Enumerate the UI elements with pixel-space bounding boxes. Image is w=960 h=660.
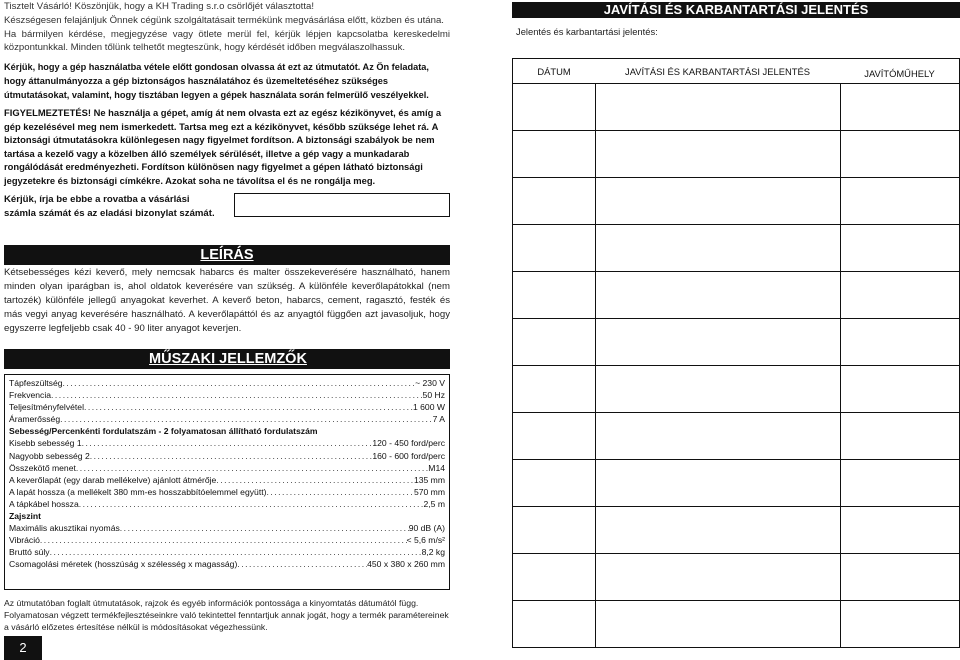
specs-title: MŰSZAKI JELLEMZŐK xyxy=(140,349,316,369)
log-row-line xyxy=(513,224,959,225)
spec-value: 570 mm xyxy=(413,486,445,497)
spec-row xyxy=(9,522,445,534)
description-section xyxy=(4,266,450,336)
column-report: JAVÍTÁSI ÉS KARBANTARTÁSI JELENTÉS xyxy=(625,66,810,77)
spec-leader-dots xyxy=(50,546,422,558)
spec-row xyxy=(9,450,445,462)
description-text: Kétsebességes kézi keverő, mely nemcsak habarcs és malter összekeverésére használható, hanem minden olyan iparágban is, ahol oldatok keverésére van szükség. A különféle keverőlapátokkal (nem tartozék) különféle jellegű anyagokat keverhet. A keverő beton, habarcs, cement, ragasztó, festék és más vegyi anyag keverésére használható. A keverőlapáttól és az anyagtól függően azt javasoljuk, hogy egyszerre legfeljebb csak 40 - 90 liter anyagot keverjen. xyxy=(4,267,450,334)
spec-value: 1 600 W xyxy=(412,402,445,413)
spec-row xyxy=(9,558,445,570)
spec-leader-dots xyxy=(266,486,413,498)
log-row-line xyxy=(513,412,959,413)
spec-label: Teljesítményfelvétel xyxy=(9,402,84,413)
log-row-line xyxy=(513,318,959,319)
spec-value: 2,5 m xyxy=(423,498,445,509)
spec-label: A keverőlapát (egy darab mellékelve) ajánlott átmérője xyxy=(9,474,217,485)
spec-label: Zajszint xyxy=(9,511,41,522)
spec-row xyxy=(9,546,445,558)
spec-row xyxy=(9,389,445,401)
spec-row xyxy=(9,462,445,474)
spec-value: 450 x 380 x 260 mm xyxy=(367,559,445,570)
spec-leader-dots xyxy=(79,498,424,510)
column-workshop: JAVÍTÓMŰHELY xyxy=(864,68,935,79)
purchase-box-label: Kérjük, írja be ebbe a rovatba a vásárlási számla számát és az eladási bizonylat számát. xyxy=(4,194,215,219)
spec-value: < 5,6 m/s² xyxy=(406,535,445,546)
purchase-number-box[interactable] xyxy=(234,193,450,217)
spec-value: 8,2 kg xyxy=(421,547,445,558)
spec-row xyxy=(9,498,445,510)
warning-paragraph xyxy=(4,106,450,188)
spec-row xyxy=(9,413,445,425)
warning-text: Ne használja a gépet, amíg át nem olvasta ezt az egész kézikönyvet, és amíg a gép kezelésével meg nem ismerkedett. Tartsa meg ezt a kézikönyvet, később szüksége lehet rá. xyxy=(4,107,442,132)
log-row-line xyxy=(513,83,959,84)
spec-heading xyxy=(9,510,445,522)
warning-label: FIGYELMEZTETÉS! xyxy=(4,107,91,118)
spec-leader-dots xyxy=(120,522,409,534)
spec-value: 7 A xyxy=(432,414,445,425)
spec-row xyxy=(9,437,445,449)
warning-bold-text: A biztonsági útmutatásokra különlegesen nagy figyelmet fordítson. xyxy=(4,120,439,146)
page-number: 2 xyxy=(4,636,42,660)
spec-leader-dots xyxy=(60,413,432,425)
spec-label: Tápfeszültség xyxy=(9,378,63,388)
spec-leader-dots xyxy=(82,437,373,449)
spec-leader-dots xyxy=(40,534,407,546)
log-row-line xyxy=(513,459,959,460)
spec-label: Nagyobb sebesség 2 xyxy=(9,450,90,461)
spec-label: Kisebb sebesség 1 xyxy=(9,438,82,449)
description-header xyxy=(4,245,450,265)
spec-value: 90 dB (A) xyxy=(408,523,445,534)
spec-label: Bruttó súly xyxy=(9,547,50,558)
report-title: JAVÍTÁSI ÉS KARBANTARTÁSI JELENTÉS xyxy=(512,2,960,18)
intro-contact: Ha bármilyen kérdése, megjegyzése vagy ötlete merül fel, kérjük lépjen kapcsolatba kereskedelmi központunkkal. Minden tőlünk telhetőt megteszünk, hogy kérdését időben megválaszolhassuk. xyxy=(4,28,450,54)
specs-header xyxy=(4,349,450,369)
spec-leader-dots xyxy=(51,389,423,401)
spec-value: 135 mm xyxy=(413,474,445,485)
maintenance-log-table xyxy=(512,58,960,648)
spec-label: Áramerősség xyxy=(9,414,61,425)
log-row-line xyxy=(513,271,959,272)
spec-label: Vibráció xyxy=(9,535,40,546)
spec-label: Frekvencia xyxy=(9,390,52,401)
spec-row xyxy=(9,377,445,389)
spec-label: A lapát hossza (a mellékelt 380 mm-es hosszabbítóelemmel együtt) xyxy=(9,486,267,497)
report-subtitle: Jelentés és karbantartási jelentés: xyxy=(516,26,658,37)
spec-heading xyxy=(9,425,445,437)
footer-disclaimer: Az útmutatóban foglalt útmutatások, rajzok és egyéb információk pontossága a kinyomtatás dátumától függ. Folyamatosan végzett termékfejlesztéseinkre való tekintettel fenntartjuk annak jogát, hogy a termék paramétereinek a vásárló előzetes értesítése nélkül is módosításokat végezhessünk. xyxy=(4,598,449,633)
spec-leader-dots xyxy=(216,474,414,486)
description-title: LEÍRÁS xyxy=(184,245,270,265)
spec-value: M14 xyxy=(428,462,445,473)
spec-label: A tápkábel hossza xyxy=(9,498,79,509)
spec-leader-dots xyxy=(63,377,416,389)
log-row-line xyxy=(513,365,959,366)
spec-label: Összekötő menet xyxy=(9,462,76,473)
spec-row xyxy=(9,486,445,498)
log-row-line xyxy=(513,600,959,601)
spec-leader-dots xyxy=(237,558,367,570)
log-row-line xyxy=(513,130,959,131)
spec-value: 120 - 450 ford/perc xyxy=(372,438,445,449)
read-manual-notice: Kérjük, hogy a gép használatba vétele előtt gondosan olvassa át ezt az útmutatót. Az Ön feladata, hogy áttanulmányozza a gép biztonságos használatához és üzemeltetéséhez szükséges útmutatásokat, valamint, hogy tisztában legyen a gépek használata során felmerülő veszélyekkel. xyxy=(4,62,429,100)
warning-text-2: A biztonsági szabályok be nem tartása a kezelő vagy a közelben álló személyek sérülését, illetve a gép vagy a munkadarab rongálódását eredményezheti. Fordítson különösen nagy figyelmet a gépen látható biztonsági jegyzetekre és biztonsági címkékre. Azokat soha ne távolítsa el és ne rongálja meg. xyxy=(4,134,435,186)
log-table-header xyxy=(513,59,959,83)
spec-leader-dots xyxy=(90,450,373,462)
spec-label: Sebesség/Percenkénti fordulatszám - 2 folyamatosan állítható fordulatszám xyxy=(9,426,318,437)
spec-value: ~ 230 V xyxy=(415,378,445,388)
intro-text xyxy=(4,0,450,55)
intro-greeting: Tisztelt Vásárló! Köszönjük, hogy a KH Trading s.r.o csörlőjét választotta! xyxy=(4,1,314,12)
specs-table xyxy=(4,374,450,590)
spec-value: 50 Hz xyxy=(422,390,445,401)
spec-label: Maximális akusztikai nyomás xyxy=(9,523,120,534)
column-date: DÁTUM xyxy=(537,66,571,77)
spec-value: 160 - 600 ford/perc xyxy=(372,450,445,461)
log-row-line xyxy=(513,177,959,178)
spec-row xyxy=(9,401,445,413)
spec-label: Csomagolási méretek (hosszúság x szélesség x magasság) xyxy=(9,559,238,570)
intro-offer: Készségesen felajánljuk Önnek cégünk szolgáltatásait termékünk megvásárlása előtt, közben és utána. xyxy=(4,14,444,26)
log-row-line xyxy=(513,506,959,507)
spec-leader-dots xyxy=(84,401,413,413)
spec-row xyxy=(9,474,445,486)
log-row-line xyxy=(513,553,959,554)
spec-row xyxy=(9,534,445,546)
spec-leader-dots xyxy=(76,462,428,474)
